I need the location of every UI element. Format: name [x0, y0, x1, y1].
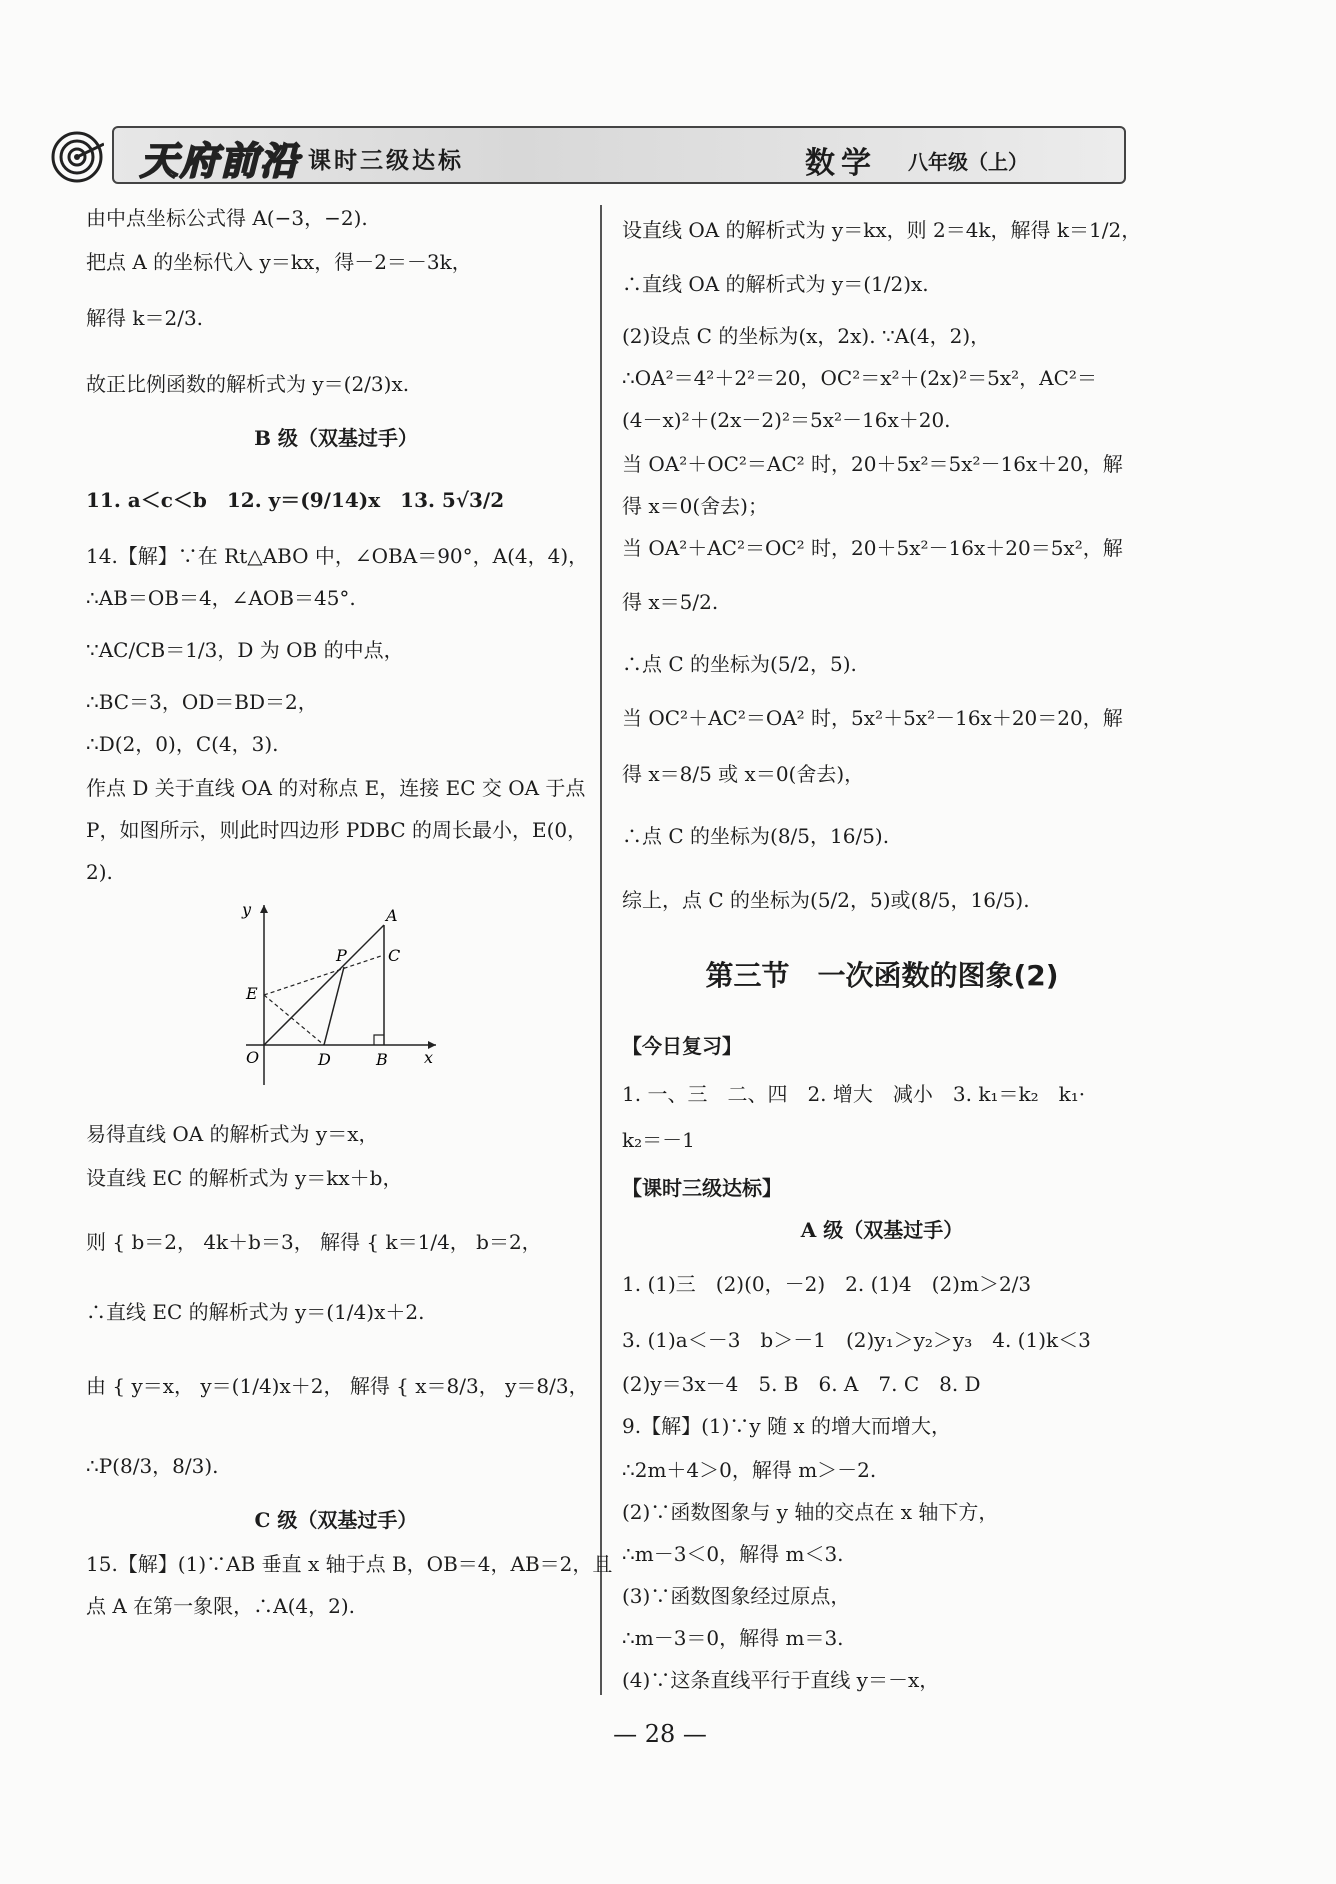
target-logo-icon — [50, 130, 104, 184]
text-line: 14.【解】∵在 Rt△ABO 中，∠OBA＝90°，A(4，4)， — [86, 544, 589, 568]
origin-label: O — [246, 1048, 260, 1067]
text-line: 当 OA²＋AC²＝OC² 时，20＋5x²－16x＋20＝5x²，解 — [622, 536, 1123, 560]
page-number: — 28 — — [613, 1720, 707, 1748]
text-line: ∴直线 OA 的解析式为 y＝(1/2)x. — [622, 272, 929, 296]
text-line: (3)∵函数图象经过原点， — [622, 1584, 851, 1608]
text-line: 当 OA²＋OC²＝AC² 时，20＋5x²＝5x²－16x＋20，解 — [622, 452, 1123, 476]
answer-line: 1. (1)三 (2)(0，－2) 2. (1)4 (2)m＞2/3 — [622, 1272, 1032, 1296]
text-line: 当 OC²＋AC²＝OA² 时，5x²＋5x²－16x＋20＝20，解 — [622, 706, 1123, 730]
text-line: ∴BC＝3，OD＝BD＝2， — [86, 690, 318, 714]
text-line: ∴OA²＝4²＋2²＝20，OC²＝x²＋(2x)²＝5x²，AC²＝ — [622, 366, 1097, 390]
brand-title: 天府前沿 — [140, 139, 301, 183]
text-line: ∴直线 EC 的解析式为 y＝(1/4)x＋2. — [86, 1300, 425, 1324]
text-line: 综上，点 C 的坐标为(5/2，5)或(8/5，16/5). — [622, 888, 1030, 912]
text-line: 15.【解】(1)∵AB 垂直 x 轴于点 B，OB＝4，AB＝2，且 — [86, 1552, 613, 1576]
text-line: 作点 D 关于直线 OA 的对称点 E，连接 EC 交 OA 于点 — [86, 776, 586, 800]
series-subtitle: 课时三级达标 — [308, 148, 464, 174]
text-line: (2)设点 C 的坐标为(x，2x). ∵A(4，2)， — [622, 324, 991, 348]
point-d-label: D — [318, 1050, 331, 1069]
text-line: 9.【解】(1)∵y 随 x 的增大而增大， — [622, 1414, 952, 1438]
section-heading: C 级（双基过手） — [254, 1508, 418, 1532]
text-line: (4－x)²＋(2x－2)²＝5x²－16x＋20. — [622, 408, 951, 432]
text-line: 设直线 OA 的解析式为 y＝kx，则 2＝4k，解得 k＝1/2， — [622, 218, 1142, 242]
point-b-label: B — [376, 1050, 388, 1069]
answer-line: k₂＝－1 — [622, 1128, 695, 1152]
text-line: ∴m－3＝0，解得 m＝3. — [622, 1626, 844, 1650]
text-line: 解得 k＝2/3. — [86, 306, 204, 330]
axis-y-label: y — [242, 900, 252, 919]
subject-label: 数学 — [805, 146, 877, 181]
answer-line: 11. a＜c＜b 12. y＝(9/14)x 13. 5√3/2 — [86, 488, 505, 512]
text-line: 得 x＝8/5 或 x＝0(舍去)， — [622, 762, 865, 786]
point-e-label: E — [246, 984, 258, 1003]
text-line: (2)∵函数图象与 y 轴的交点在 x 轴下方， — [622, 1500, 999, 1524]
section-heading: B 级（双基过手） — [254, 426, 418, 450]
column-divider — [600, 205, 602, 1695]
point-c-label: C — [388, 946, 401, 965]
text-line: ∴P(8/3，8/3). — [86, 1454, 219, 1478]
text-line: ∴2m＋4＞0，解得 m＞－2. — [622, 1458, 877, 1482]
text-line: (4)∵这条直线平行于直线 y＝－x， — [622, 1668, 940, 1692]
point-p-label: P — [336, 946, 347, 965]
section-heading: A 级（双基过手） — [800, 1218, 964, 1242]
text-line: ∴点 C 的坐标为(5/2，5). — [622, 652, 857, 676]
text-line: ∵AC/CB＝1/3，D 为 OB 的中点， — [86, 638, 404, 662]
subsection-heading: 【课时三级达标】 — [622, 1176, 782, 1200]
grade-label: 八年级（上） — [908, 150, 1028, 174]
point-a-label: A — [386, 906, 398, 925]
answer-line: 3. (1)a＜－3 b＞－1 (2)y₁＞y₂＞y₃ 4. (1)k＜3 — [622, 1328, 1091, 1352]
text-line: 故正比例函数的解析式为 y＝(2/3)x. — [86, 372, 410, 396]
subsection-heading: 【今日复习】 — [622, 1034, 742, 1058]
text-line: 点 A 在第一象限，∴A(4，2). — [86, 1594, 356, 1618]
equation-system: 则 { b＝2， 4k＋b＝3， 解得 { k＝1/4， b＝2， — [86, 1230, 542, 1254]
axis-x-label: x — [424, 1048, 434, 1067]
text-line: ∴D(2，0)，C(4，3). — [86, 732, 279, 756]
text-line: 易得直线 OA 的解析式为 y＝x， — [86, 1122, 379, 1146]
geometry-figure — [236, 895, 436, 1095]
text-line: ∴点 C 的坐标为(8/5，16/5). — [622, 824, 890, 848]
text-line: 设直线 EC 的解析式为 y＝kx＋b， — [86, 1166, 403, 1190]
text-line: 由中点坐标公式得 A(−3，−2). — [86, 206, 368, 230]
text-line: 把点 A 的坐标代入 y＝kx，得－2＝－3k， — [86, 250, 472, 274]
text-line: ∴AB＝OB＝4，∠AOB＝45°. — [86, 586, 356, 610]
text-line: ∴m－3＜0，解得 m＜3. — [622, 1542, 844, 1566]
text-line: 得 x＝0(舍去)； — [622, 494, 768, 518]
section-title: 第三节 一次函数的图象(2) — [705, 959, 1059, 992]
page-header — [50, 118, 1122, 186]
equation-system: 由 { y＝x， y＝(1/4)x＋2， 解得 { x＝8/3， y＝8/3， — [86, 1374, 589, 1398]
answer-line: (2)y＝3x－4 5. B 6. A 7. C 8. D — [622, 1372, 981, 1396]
text-line: 2). — [86, 860, 113, 884]
answer-line: 1. 一、三 二、四 2. 增大 减小 3. k₁＝k₂ k₁· — [622, 1082, 1086, 1106]
text-line: P，如图所示，则此时四边形 PDBC 的周长最小，E(0， — [86, 818, 588, 842]
text-line: 得 x＝5/2. — [622, 590, 719, 614]
